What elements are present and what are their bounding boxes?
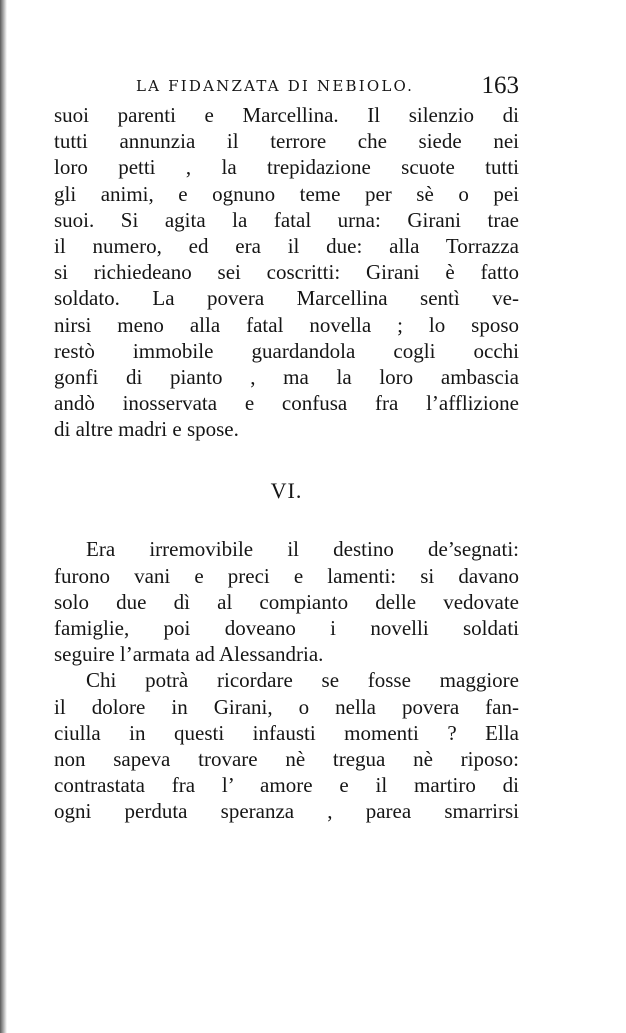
text-line: si richiedeano sei coscritti: Girani è fatto	[54, 260, 519, 285]
text-line: il dolore in Girani, o nella povera fan-	[54, 694, 519, 719]
section-heading: VI.	[270, 478, 303, 504]
text-line: famiglie, poi doveano i novelli soldati	[54, 616, 519, 640]
text-line: contrastata fra l’ amore e il martiro di	[54, 773, 519, 798]
text-line: andò inosservata e confusa fra l’afflizione	[54, 391, 519, 416]
text-line: furono vani e preci e lamenti: si davano	[54, 563, 519, 588]
running-head	[54, 70, 519, 102]
text-line: loro petti , la trepidazione scuote tutti	[54, 155, 519, 180]
text-line: ciulla in questi infausti momenti ? Ella	[54, 720, 519, 745]
paragraph	[54, 536, 519, 667]
text-line: ogni perduta speranza , parea smarrirsi	[54, 799, 519, 824]
text-line: solo due dì al compianto delle vedovate	[54, 589, 519, 614]
text-line: nirsi meno alla fatal novella ; lo sposo	[54, 312, 519, 337]
book-page	[54, 70, 519, 825]
running-title: LA FIDANZATA DI NEBIOLO.	[136, 77, 415, 95]
text-line: restò immobile guardandola cogli occhi	[54, 338, 519, 363]
text-line: suoi. Si agita la fatal urna: Girani trae	[54, 207, 519, 232]
text-line: tutti annunzia il terrore che siede nei	[54, 129, 519, 154]
paragraph	[54, 667, 519, 824]
text-line: gonfi di pianto , ma la loro ambascia	[54, 364, 519, 389]
text-line: Chi potrà ricordare se fosse maggiore	[86, 668, 519, 693]
text-line: gli animi, e ognuno teme per sè o pei	[54, 181, 519, 206]
text-line: non sapeva trovare nè tregua nè riposo:	[54, 746, 519, 771]
binding-gutter-shadow	[0, 0, 7, 1033]
text-line: soldato. La povera Marcellina sentì ve-	[54, 286, 519, 311]
text-line: seguire l’armata ad Alessandria.	[54, 642, 324, 667]
text-line: suoi parenti e Marcellina. Il silenzio di	[54, 103, 519, 127]
text-line: di altre madri e spose.	[54, 417, 239, 442]
page-number: 163	[481, 72, 519, 99]
text-line: il numero, ed era il due: alla Torrazza	[54, 233, 519, 258]
text-line: Era irremovibile il destino de’segnati:	[86, 537, 519, 562]
paragraph-continued	[54, 102, 519, 442]
